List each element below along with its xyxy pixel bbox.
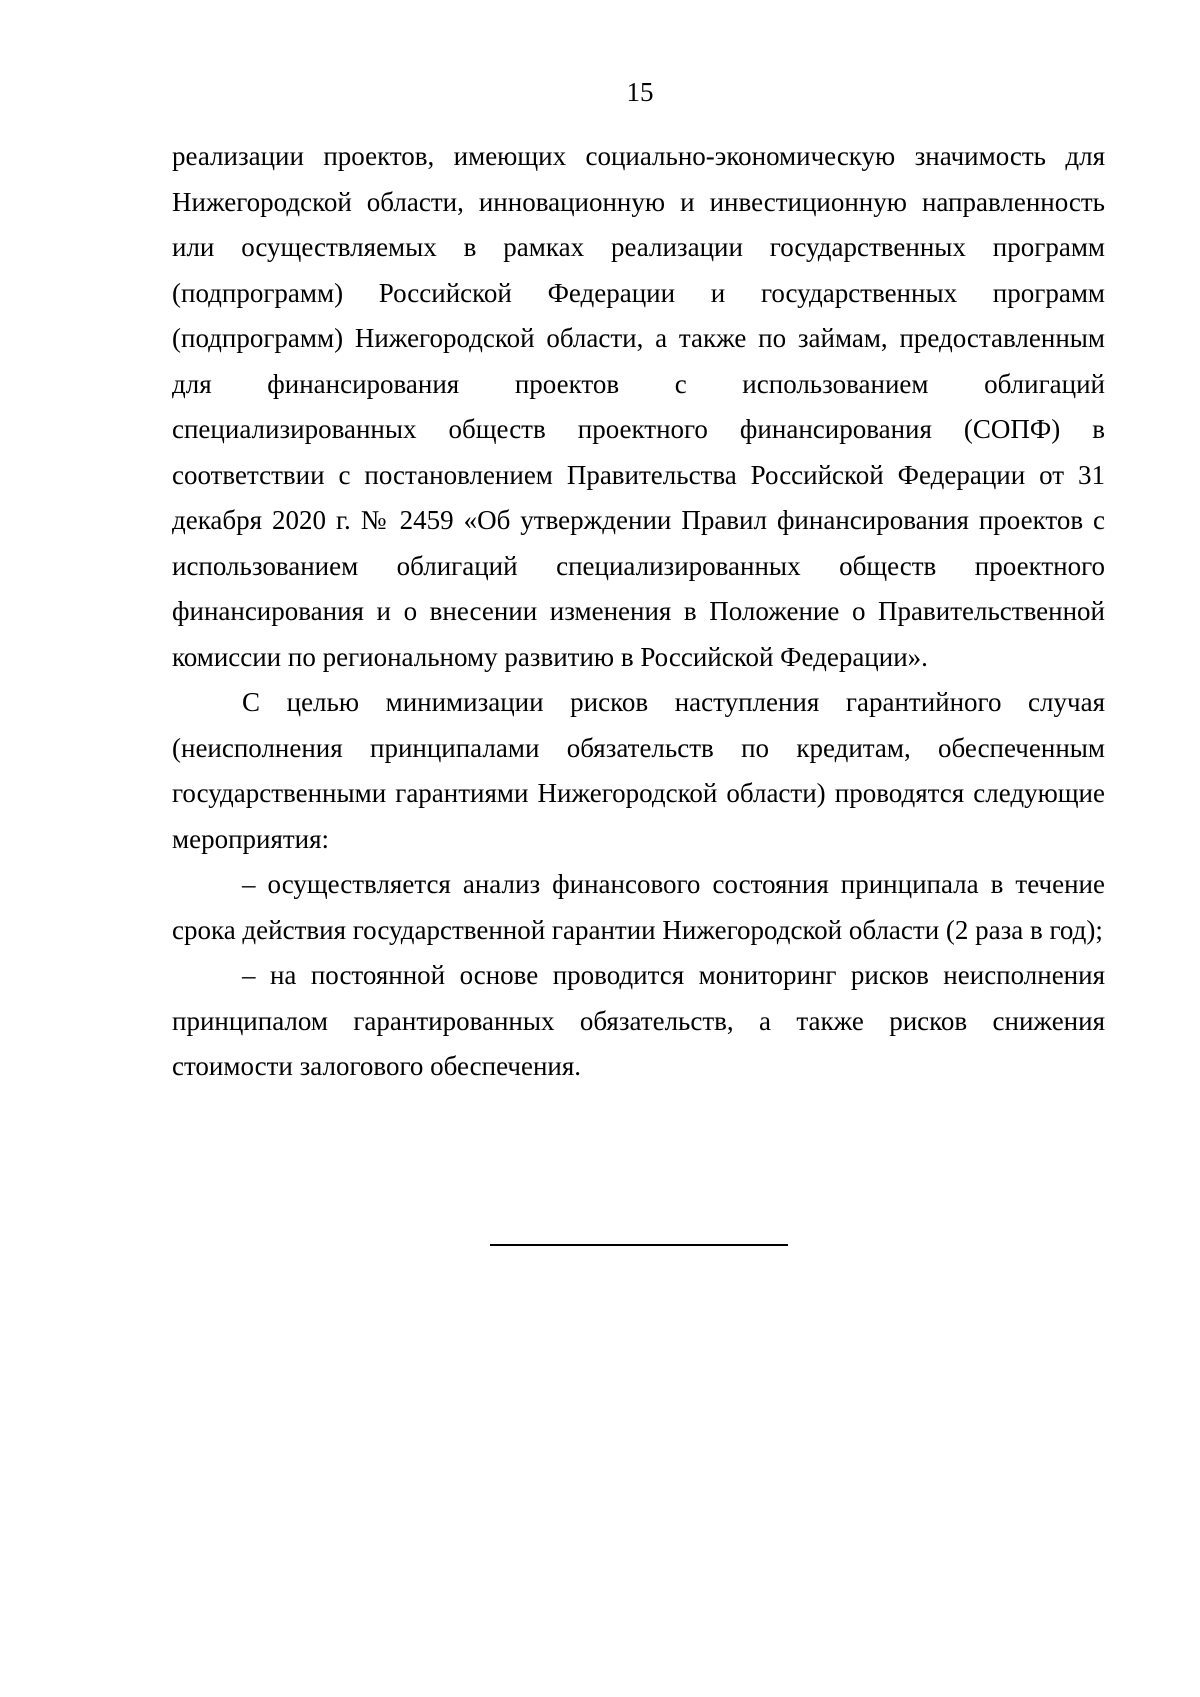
list-item-risk-monitoring: – на постоянной основе проводится мониторинг рисков неисполнения принципалом гарантированных обязательств, а также рисков снижения стоимости залогового обеспечения. xyxy=(172,960,1105,1081)
document-body xyxy=(172,134,1105,1090)
end-divider-line xyxy=(490,1244,788,1246)
list-item-financial-analysis: – осуществляется анализ финансового состояния принципала в течение срока действия государственной гарантии Нижегородской области (2 раза в год); xyxy=(172,869,1105,945)
paragraph-risk-minimization: С целью минимизации рисков наступления гарантийного случая (неисполнения принципалами обязательств по кредитам, обеспеченным государственными гарантиями Нижегородской области) проводятся следующие мероприятия: xyxy=(172,687,1105,854)
paragraph-continuation: реализации проектов, имеющих социально-экономическую значимость для Нижегородской области, инновационную и инвестиционную направленность или осуществляемых в рамках реализации государственных программ (подпрограмм) Российской Федерации и государственных программ (подпрограмм) Нижегородской области, а также по займам, предоставленным для финансирования проектов с использованием облигаций специализированных обществ проектного финансирования (СОПФ) в соответствии с постановлением Правительства Российской Федерации от 31 декабря 2020 г. № 2459 «Об утверждении Правил финансирования проектов с использованием облигаций специализированных обществ проектного финансирования и о внесении изменения в Положение о Правительственной комиссии по региональному развитию в Российской Федерации». xyxy=(172,141,1105,672)
page-number: 15 xyxy=(626,77,654,107)
